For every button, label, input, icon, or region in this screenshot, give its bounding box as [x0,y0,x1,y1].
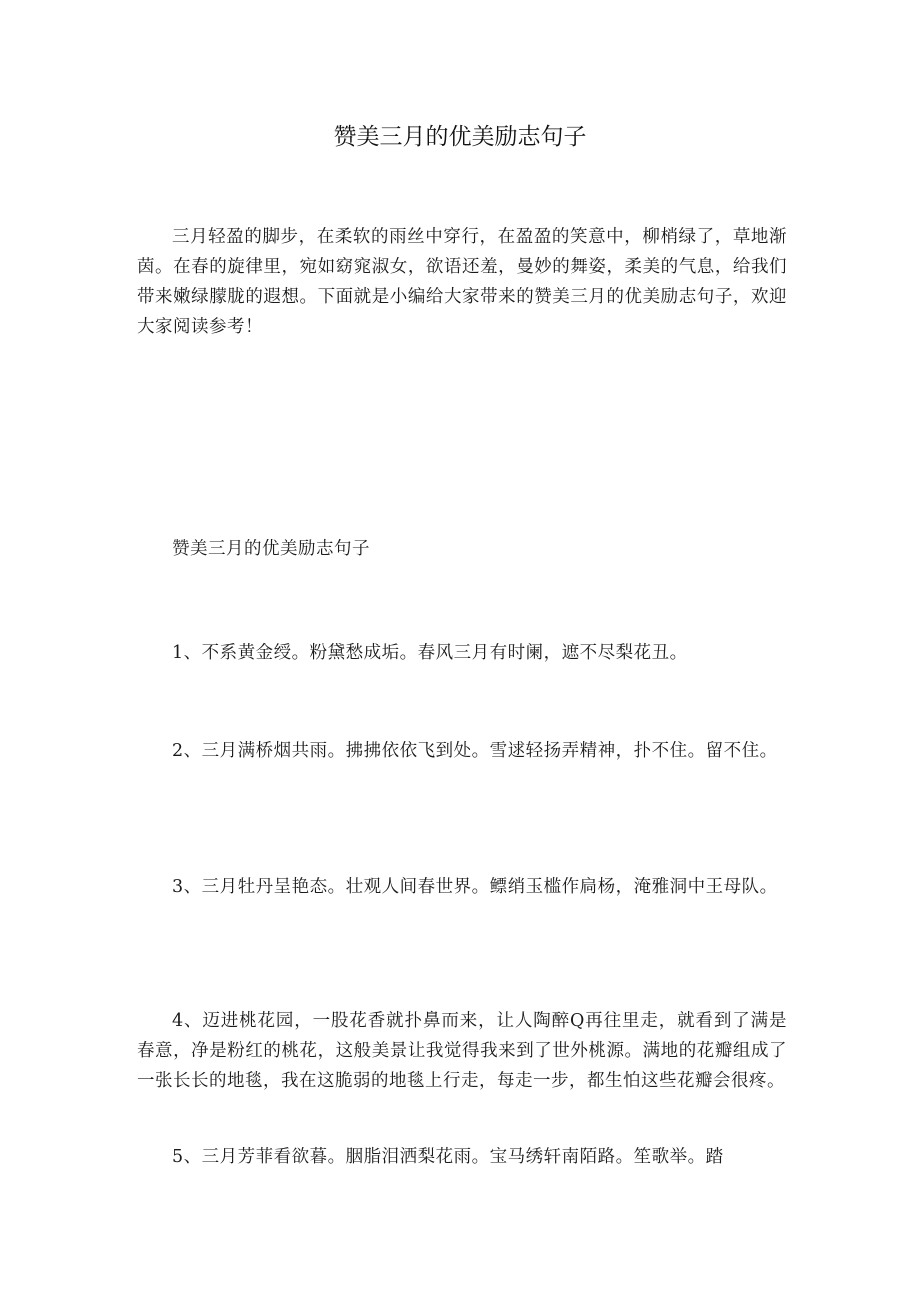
list-item: 2、三月满桥烟共雨。拂拂依依飞到处。雪逑轻扬弄精神，扑不住。留不住。 [172,741,778,761]
list-item: 5、三月芳菲看欲暮。胭脂泪洒梨花雨。宝马绣轩南陌路。笙歌举。踏 [172,1147,724,1167]
section-heading: 赞美三月的优美励志句子 [172,539,370,559]
list-item: 1、不系黄金绶。粉黛愁成垢。春风三月有时阑，遮不尽梨花丑。 [172,643,688,663]
document-title: 赞美三月的优美励志句子 [333,124,587,150]
list-item: 4、迈进桃花园，一股花香就扑鼻而来，让人陶醉Q再往里走，就看到了满是春意，净是粉红的桃花，这般美景让我觉得我来到了世外桃源。满地的花瓣组成了一张长长的地毯，我在这脆弱的地毯上行走，每走一步，都生怕这些花瓣会很疼。 [137,1011,787,1091]
intro-paragraph: 三月轻盈的脚步，在柔软的雨丝中穿行，在盈盈的笑意中，柳梢绿了，草地渐茵。在春的旋律里，宛如窈窕淑女，欲语还羞，曼妙的舞姿，柔美的气息，给我们带来嫩绿朦胧的遐想。下面就是小编给大家带来的赞美三月的优美励志句子，欢迎大家阅读参考！ [137,227,787,337]
list-item: 3、三月牡丹呈艳态。壮观人间春世界。鳔绡玉槛作扃杨，淹雅洞中王母队。 [172,877,778,897]
